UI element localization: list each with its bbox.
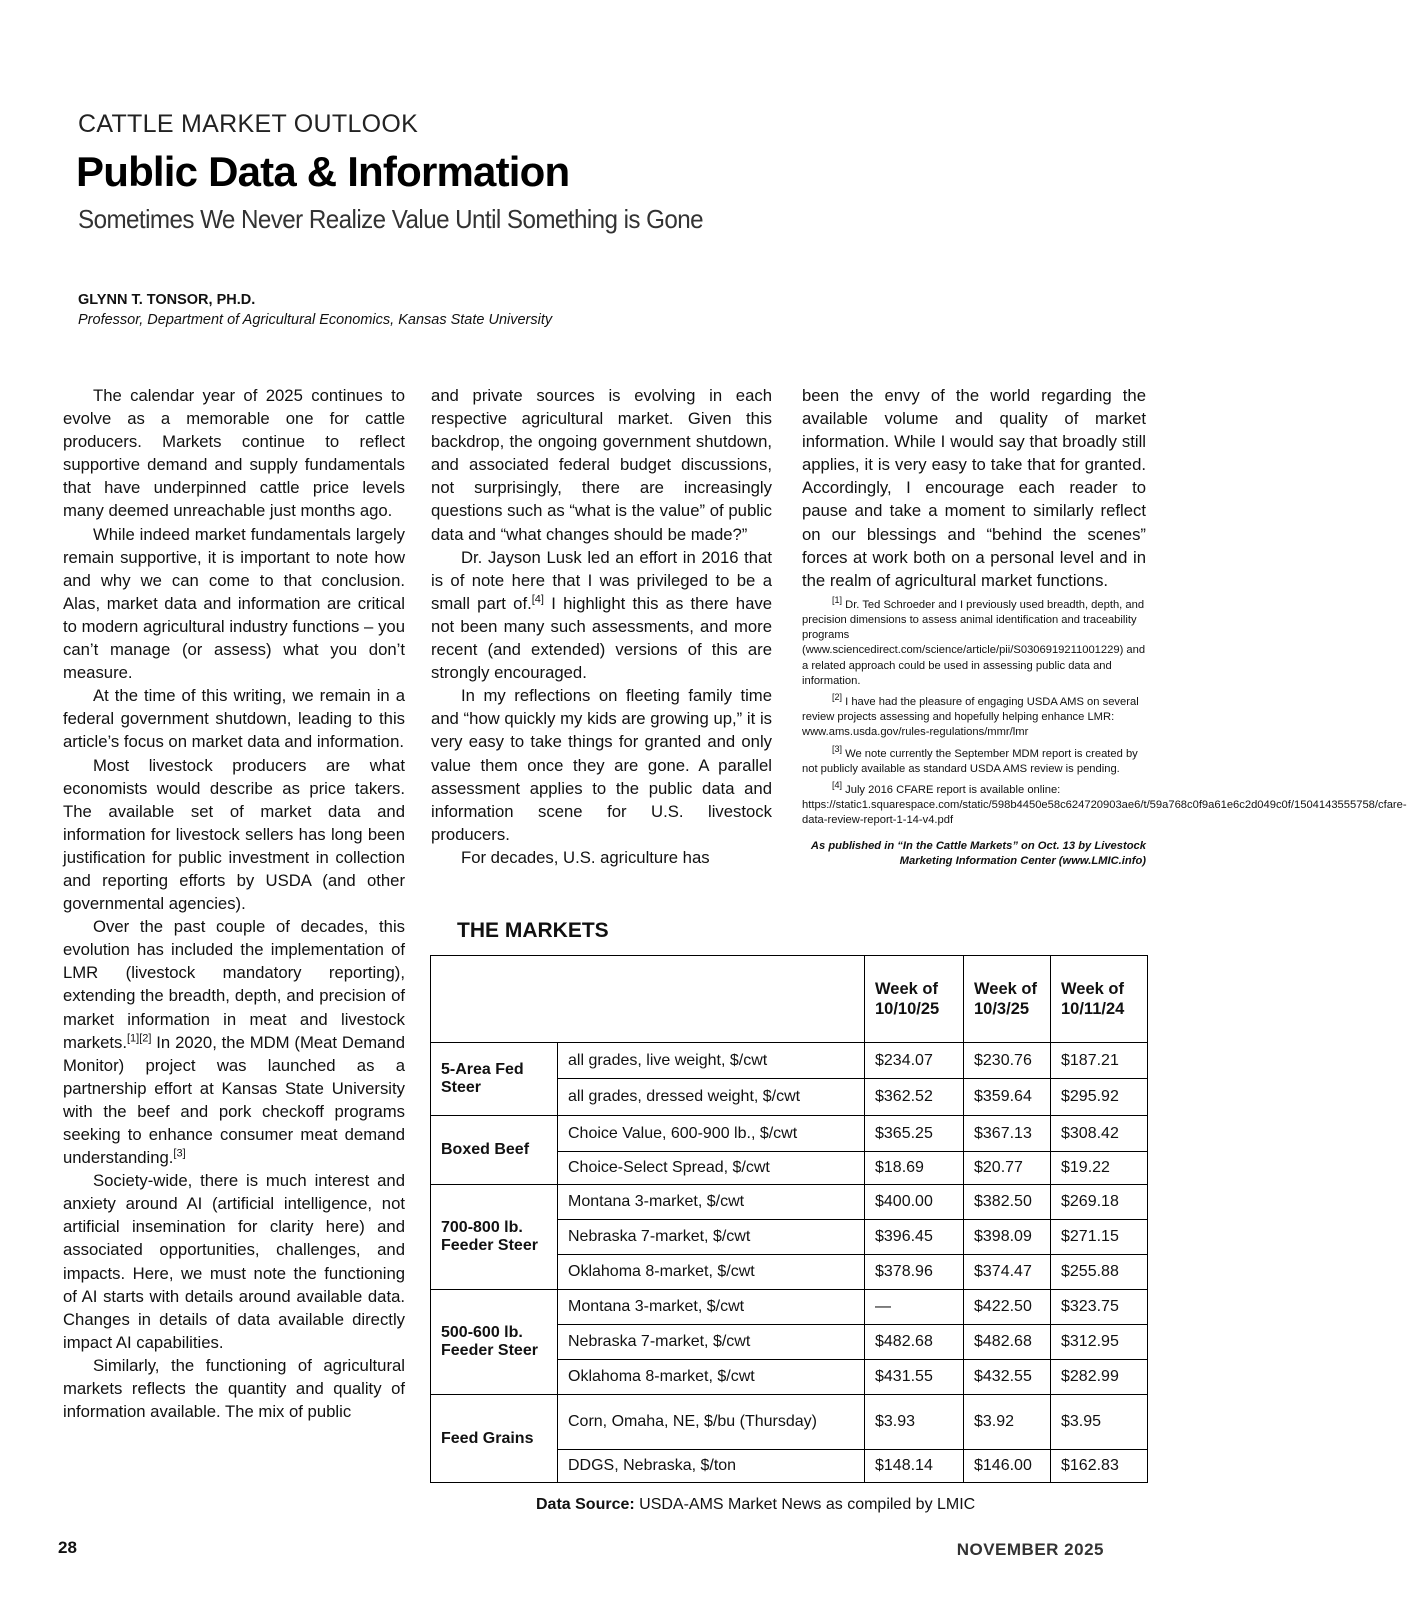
table-row-label: Nebraska 7-market, $/cwt	[558, 1325, 865, 1360]
table-cell: —	[865, 1290, 964, 1325]
table-row	[431, 1395, 1148, 1450]
article-subtitle: Sometimes We Never Realize Value Until Something is Gone	[78, 204, 704, 234]
table-category: Boxed Beef	[431, 1116, 558, 1185]
table-row-label: Montana 3-market, $/cwt	[558, 1185, 865, 1220]
article-column-2	[431, 384, 772, 869]
footnote-ref: [3]	[173, 1147, 186, 1160]
published-note: As published in “In the Cattle Markets” on Oct. 13 by Livestock Marketing Information Center (www.LMIC.info)	[810, 839, 1146, 867]
table-row-label: Oklahoma 8-market, $/cwt	[558, 1360, 865, 1395]
paragraph: and private sources is evolving in each respective agricultural market. Given this backdrop, the ongoing government shutdown, and associated federal budget discussions, not surprisingly, there are increasingly questions such as “what is the value” of public data and “what changes should be made?”	[431, 386, 772, 544]
footnote	[802, 780, 1407, 829]
table-cell: $230.76	[964, 1043, 1051, 1079]
article-title: Public Data & Information	[76, 148, 570, 195]
table-row	[431, 1116, 1148, 1152]
table-cell: $374.47	[964, 1255, 1051, 1290]
paragraph: While indeed market fundamentals largely remain supportive, it is important to note how and why we can come to that conclusion. Alas, market data and information are critical to modern agricultural industry functions – you can’t manage (or assess) what you don’t measure.	[63, 524, 405, 683]
page-number: 28	[58, 1538, 77, 1557]
footnote-ref: [1]	[126, 1032, 140, 1045]
table-cell: $482.68	[865, 1325, 964, 1360]
footnote-text: I have had the pleasure of engaging USDA AMS on several review projects assessing and hopefully helping enhance LMR: www.ams.usda.gov/rules-regulations/mmr/lmr	[802, 696, 1139, 739]
table-cell: $271.15	[1051, 1220, 1148, 1255]
table-cell: $367.13	[964, 1116, 1051, 1152]
paragraph: In my reflections on fleeting family time and “how quickly my kids are growing up,” it is very easy to take things for granted and only value them once they are gone. A parallel assessment applies to the public data and information scene for U.S. livestock producers.	[431, 686, 772, 844]
paragraph	[63, 915, 405, 1169]
table-cell: $146.00	[964, 1450, 1051, 1483]
footnote-text: July 2016 CFARE report is available online: https://static1.squarespace.com/static/598b4450e58c624720903ae6/t/59a768c0f9a61e6c2d049c0f/1504143555758/cfare-data-review-report-1-14-v4.pdf	[802, 784, 1407, 827]
paragraph: Society-wide, there is much interest and anxiety around AI (artificial intelligence, not artificial insemination for clarity here) and associated opportunities, challenges, and impacts. Here, we must note the functioning of AI starts with details around available data. Changes in details of data available directly impact AI capabilities.	[63, 1171, 405, 1352]
table-cell: $312.95	[1051, 1325, 1148, 1360]
table-row	[431, 1043, 1148, 1079]
table-row-label: Choice Value, 600-900 lb., $/cwt	[558, 1116, 865, 1152]
table-cell: $187.21	[1051, 1043, 1148, 1079]
footnote	[802, 743, 1146, 777]
table-header-cell: Week of 10/11/24	[1051, 956, 1148, 1043]
table-cell: $162.83	[1051, 1450, 1148, 1483]
table-row-label: all grades, dressed weight, $/cwt	[558, 1079, 865, 1116]
table-header-blank	[431, 956, 865, 1043]
table-cell: $422.50	[964, 1290, 1051, 1325]
table-cell: $365.25	[865, 1116, 964, 1152]
data-source	[536, 1496, 975, 1514]
paragraph: At the time of this writing, we remain in a federal government shutdown, leading to this article’s focus on market data and information.	[63, 686, 405, 752]
table-cell: $282.99	[1051, 1360, 1148, 1395]
paragraph: Most livestock producers are what economists would describe as price takers. The available set of market data and information for livestock sellers has long been justification for public investment in collection and reporting efforts by USDA (and other governmental agencies).	[63, 755, 405, 914]
table-cell: $323.75	[1051, 1290, 1148, 1325]
footnote	[802, 595, 1146, 689]
footnote-text: Dr. Ted Schroeder and I previously used breadth, depth, and precision dimensions to assess animal identification and traceability programs (www.sciencedirect.com/science/article/pii/S0306919211001229) and a related approach could be used in assessing public data and information.	[802, 598, 1146, 687]
table-cell: $20.77	[964, 1152, 1051, 1185]
table-category: Feed Grains	[431, 1395, 558, 1483]
table-category: 500-600 lb. Feeder Steer	[431, 1290, 558, 1395]
paragraph: Similarly, the functioning of agricultural markets reflects the quantity and quality of information available. The mix of public	[63, 1355, 405, 1422]
table-row-label: Nebraska 7-market, $/cwt	[558, 1220, 865, 1255]
paragraph	[431, 546, 772, 685]
footnote-number: [4]	[832, 780, 843, 791]
article-column-3	[802, 384, 1407, 869]
paragraph: been the envy of the world regarding the available volume and quality of market information. While I would say that broadly still applies, it is very easy to take that for granted. Accordingly, I encourage each reader to pause and take a moment to similarly reflect on our blessings and “behind the scenes” forces at work both on a personal level and in the realm of agricultural market functions.	[802, 386, 1146, 590]
footnote-ref: [4]	[531, 593, 544, 606]
table-cell: $359.64	[964, 1079, 1051, 1116]
paragraph-text: Over the past couple of decades, this evolution has included the implementation of LMR (livestock mandatory reporting), extending the breadth, depth, and precision of market information in meat and livestock markets.	[63, 917, 405, 1052]
table-row-label: Montana 3-market, $/cwt	[558, 1290, 865, 1325]
table-cell: $431.55	[865, 1360, 964, 1395]
table-cell: $18.69	[865, 1152, 964, 1185]
table-row	[431, 1290, 1148, 1325]
footnote-ref: [2]	[139, 1032, 152, 1045]
table-cell: $482.68	[964, 1325, 1051, 1360]
paragraph-text: I highlight this as there have not been many such assessments, and more recent (and extended) versions of this are strongly encouraged.	[431, 593, 772, 683]
table-cell: $396.45	[865, 1220, 964, 1255]
table-cell: $295.92	[1051, 1079, 1148, 1116]
table-row	[431, 1185, 1148, 1220]
table-cell: $255.88	[1051, 1255, 1148, 1290]
footnote-text: We note currently the September MDM report is created by not publicly available as standard USDA AMS review is pending.	[802, 747, 1138, 775]
section-kicker: CATTLE MARKET OUTLOOK	[78, 110, 419, 138]
table-header-row	[431, 956, 1148, 1043]
table-row-label: Choice-Select Spread, $/cwt	[558, 1152, 865, 1185]
table-row-label: DDGS, Nebraska, $/ton	[558, 1450, 865, 1483]
table-cell: $432.55	[964, 1360, 1051, 1395]
table-cell: $382.50	[964, 1185, 1051, 1220]
issue-date: NOVEMBER 2025	[956, 1540, 1104, 1559]
markets-table	[430, 955, 1148, 1483]
data-source-label: Data Source:	[536, 1496, 635, 1513]
table-category: 700-800 lb. Feeder Steer	[431, 1185, 558, 1290]
table-cell: $148.14	[865, 1450, 964, 1483]
table-row-label: all grades, live weight, $/cwt	[558, 1043, 865, 1079]
footnotes	[802, 595, 1407, 829]
paragraph: For decades, U.S. agriculture has	[461, 847, 710, 867]
table-cell: $19.22	[1051, 1152, 1148, 1185]
footnote-number: [3]	[832, 743, 843, 754]
table-cell: $398.09	[964, 1220, 1051, 1255]
table-cell: $400.00	[865, 1185, 964, 1220]
paragraph: The calendar year of 2025 continues to evolve as a memorable one for cattle producers. Markets continue to reflect supportive demand and supply fundamentals that have underpinned cattle price levels many deemed unreachable just months ago.	[63, 386, 405, 521]
footnote	[802, 692, 1146, 741]
table-cell: $3.95	[1051, 1395, 1148, 1450]
table-cell: $234.07	[865, 1043, 964, 1079]
article-column-1	[63, 384, 405, 1423]
table-cell: $308.42	[1051, 1116, 1148, 1152]
footnote-number: [1]	[832, 595, 843, 606]
table-row-label: Oklahoma 8-market, $/cwt	[558, 1255, 865, 1290]
paragraph-text: In 2020, the MDM (Meat Demand Monitor) project was launched as a partnership effort at Kansas State University with the beef and pork checkoff programs seeking to enhance consumer meat demand understanding.	[63, 1032, 405, 1168]
table-cell: $3.93	[865, 1395, 964, 1450]
table-category: 5-Area Fed Steer	[431, 1043, 558, 1116]
table-cell: $3.92	[964, 1395, 1051, 1450]
paragraph-text: Dr. Jayson Lusk led an effort in 2016 that is of note here that I was privileged to be a small part of.	[431, 547, 772, 613]
author-name: GLYNN T. TONSOR, PH.D.	[78, 292, 256, 308]
author-affiliation: Professor, Department of Agricultural Economics, Kansas State University	[78, 312, 553, 328]
data-source-text: USDA-AMS Market News as compiled by LMIC	[634, 1496, 976, 1513]
table-cell: $362.52	[865, 1079, 964, 1116]
table-header-cell: Week of 10/10/25	[865, 956, 964, 1043]
footnote-number: [2]	[832, 692, 843, 703]
table-cell: $378.96	[865, 1255, 964, 1290]
table-cell: $269.18	[1051, 1185, 1148, 1220]
markets-title: THE MARKETS	[457, 919, 609, 942]
table-row-label: Corn, Omaha, NE, $/bu (Thursday)	[558, 1395, 865, 1450]
table-header-cell: Week of 10/3/25	[964, 956, 1051, 1043]
